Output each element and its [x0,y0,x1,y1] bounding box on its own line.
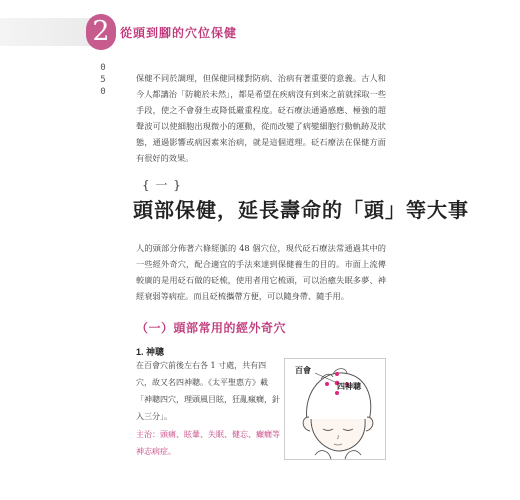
section-number-mark: { 一 } [142,178,182,192]
item-description: 在百會穴前後左右各 1 寸處，共有四穴，故又名四神聰。《太平聖惠方》載「神聰四穴，理頭風目眩，狂亂瘋癎，針入三分」。 [136,361,280,421]
right-ear [366,417,373,431]
subsection-title: （一）頭部常用的經外奇穴 [136,321,287,335]
acupoint-figure [284,358,386,460]
item-title: 1. 神聰 [136,347,165,357]
sishencong-point-left [325,382,329,386]
chapter-number-badge: 2 [86,14,116,50]
section-paragraph: 人的頭部分佈著六條經脈的 48 個穴位，現代砭石療法常通過其中的一些經外奇穴，配合適宜的手法來達到保健養生的目的。市面上流傳較廣的是用砭石做的砭梳，使用者用它梳頭，可以治癒失眠多夢、神經衰弱等病症。而且砭梳攜帶方便，可以隨身帶、隨手用。 [136,243,386,301]
intro-paragraph: 保健不同於調理，但保健同樣對防病、治病有著重要的意義。古人和今人都講治「防範於未然」，都是希望在疾病沒有到來之前就採取一些手段，使之不會發生或降低嚴重程度。砭石療法通過感應、極強的超聲波可以使細胞出現微小的運動，從而改變了病變細胞行動軌跡及狀態，通過影響或病因素來治病，就是這個道理。砭石療法在保健方面有很好的效果。 [136,73,386,163]
hands [315,451,361,459]
chapter-title: 從頭到腳的穴位保健 [120,26,238,40]
left-ear [303,417,310,431]
sishencong-point-back [335,372,339,376]
label-baihui: 百會 [295,366,311,375]
indications-text: 主治：頭痛、眩暈、失眠、健忘、癲癇等神志病症。 [136,430,280,456]
section-title: 頭部保健，延長壽命的「頭」等大事 [133,200,469,222]
label-sishencong: 四神聰 [337,382,361,391]
page-number: 050 [100,63,106,97]
